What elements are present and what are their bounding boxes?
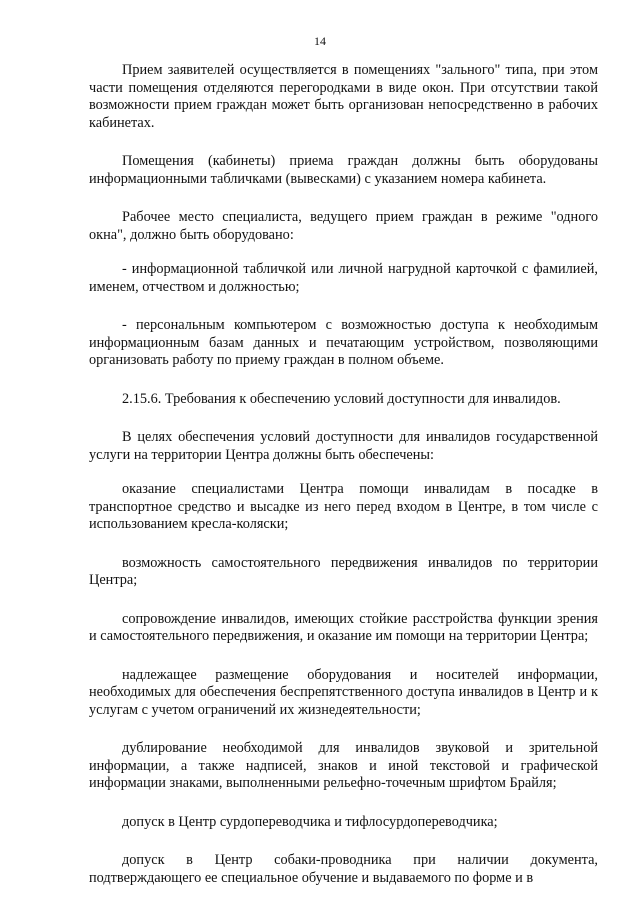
section-heading-accessibility: 2.15.6. Требования к обеспечению условий доступности для инвалидов. <box>122 390 561 407</box>
paragraph-accessibility-intro: В целях обеспечения условий доступности для инвалидов государственной услуги на территории Центра должны быть обеспечены: <box>89 429 598 463</box>
list-item-name-plate: - информационной табличкой или личной нагрудной карточкой с фамилией, именем, отчеством и должностью; <box>89 261 598 295</box>
list-item-interpreter: допуск в Центр сурдопереводчика и тифлосурдопереводчика; <box>122 813 498 830</box>
paragraph-workplace-equipment: Рабочее место специалиста, ведущего прием граждан в режиме "одного окна", должно быть оборудовано: <box>89 209 598 243</box>
document-body <box>89 62 598 908</box>
list-item-escort: сопровождение инвалидов, имеющих стойкие расстройства функции зрения и самостоятельного передвижения, и оказание им помощи на территории Центра; <box>89 610 598 644</box>
page-number: 14 <box>314 34 326 48</box>
list-item-movement: возможность самостоятельного передвижения инвалидов по территории Центра; <box>89 554 598 588</box>
list-item-braille: дублирование необходимой для инвалидов звуковой и зрительной информации, а также надписей, знаков и иной текстовой и графической информации знаками, выполненными рельефно-точечным шрифтом Брайля; <box>89 740 598 791</box>
list-item-assistance: оказание специалистами Центра помощи инвалидам в посадке в транспортное средство и высадке из него перед входом в Центре, в том числе с использованием кресла-коляски; <box>89 481 598 532</box>
list-item-computer: - персональным компьютером с возможностью доступа к необходимым информационным базам данных и печатающим устройством, позволяющими организовать работу по приему граждан в полном объеме. <box>89 317 598 368</box>
paragraph-room-signs: Помещения (кабинеты) приема граждан должны быть оборудованы информационными табличками (вывесками) с указанием номера кабинета. <box>89 153 598 187</box>
list-item-guide-dog: допуск в Центр собаки-проводника при наличии документа, подтверждающего ее специальное обучение и выдаваемого по форме и в <box>89 852 598 886</box>
list-item-equipment-placement: надлежащее размещение оборудования и носителей информации, необходимых для обеспечения беспрепятственного доступа инвалидов в Центр и к услугам с учетом ограничений их жизнедеятельности; <box>89 666 598 718</box>
paragraph-reception-halls: Прием заявителей осуществляется в помещениях "зального" типа, при этом части помещения отделяются перегородками в виде окон. При отсутствии такой возможности прием граждан может быть организован непосредственно в рабочих кабинетах. <box>89 62 598 131</box>
